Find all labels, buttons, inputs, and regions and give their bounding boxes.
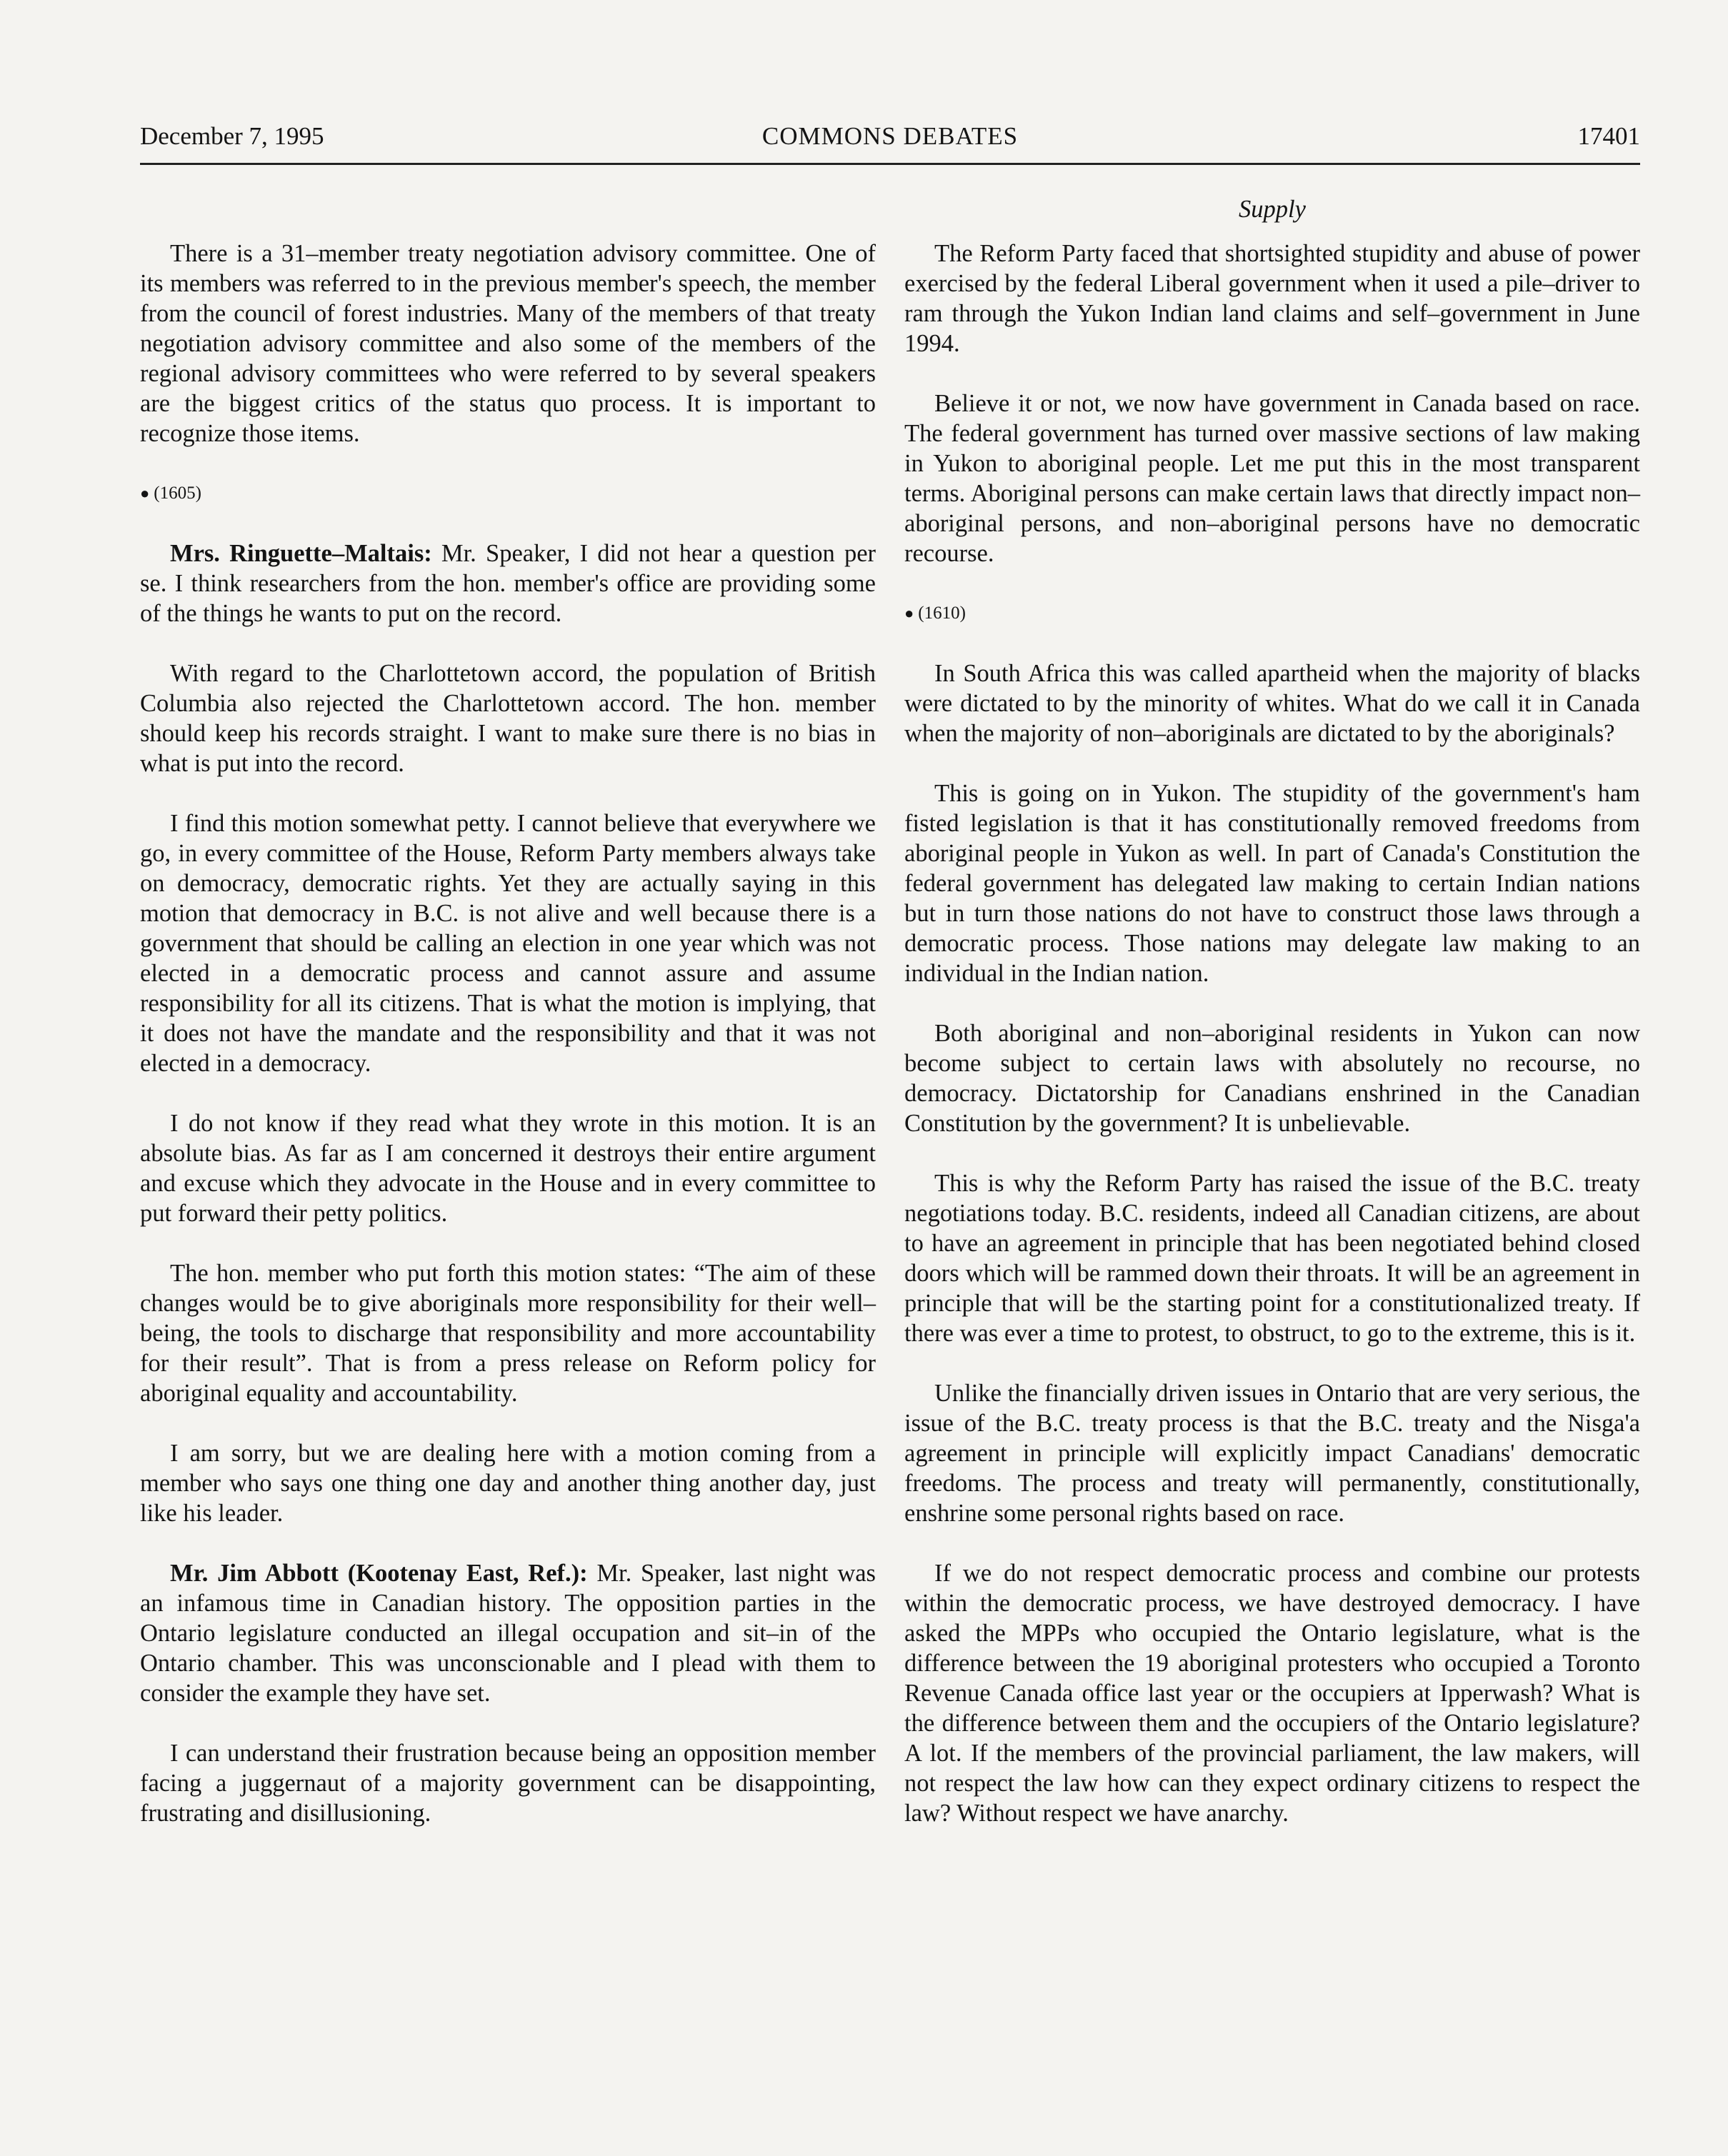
paragraph: I do not know if they read what they wrote in this motion. It is an absolute bias. As far as I am concerned it destroys their entire argument and excuse which they advocate in the House and in every committee to put forward their petty politics. xyxy=(140,1110,876,1227)
paragraph: This is going on in Yukon. The stupidity of the government's ham fisted legislation is that it has constitutionally removed freedoms from aboriginal people in Yukon as well. In part of Canada's Constitution the federal government has delegated law making to certain Indian nations but in turn those nations do not have to construct those laws through a democratic process. Those nations may delegate law making to an individual in the Indian nation. xyxy=(904,780,1640,987)
right-column xyxy=(904,194,1640,1858)
paragraph: I can understand their frustration because being an opposition member facing a juggernaut of a majority government can be disappointing, frustrating and disillusioning. xyxy=(140,1740,876,1827)
paragraph: I am sorry, but we are dealing here with a motion coming from a member who says one thing one day and another thing another day, just like his leader. xyxy=(140,1440,876,1527)
paragraph: The hon. member who put forth this motion states: “The aim of these changes would be to give aboriginals more responsibility for their well–being, the tools to discharge that responsibility and more accountability for their result”. That is from a press release on Reform policy for aboriginal equality and accountability. xyxy=(140,1260,876,1407)
paragraph-text: Mr. Speaker, I did not hear a question per se. I think researchers from the hon. member's office are providing some of the things he wants to put on the record. xyxy=(140,540,876,627)
header-date: December 7, 1995 xyxy=(140,122,324,150)
header-title: COMMONS DEBATES xyxy=(761,122,1019,150)
bullet-icon: ● xyxy=(140,484,150,502)
bullet-icon: ● xyxy=(904,604,914,622)
paragraph xyxy=(140,1558,876,1708)
time-stamp xyxy=(904,598,1640,628)
time-stamp xyxy=(140,478,876,508)
left-column xyxy=(140,239,876,1858)
paragraph-text: Mr. Speaker, last night was an infamous time in Canadian history. The opposition parties in the Ontario legislature conducted an illegal occupation and sit–in of the Ontario chamber. This was unconscionable and I plead with them to consider the example they have set. xyxy=(140,1560,876,1707)
paragraph: Unlike the financially driven issues in Ontario that are very serious, the issue of the B.C. treaty process is that the B.C. treaty and the Nisga'a agreement in principle will explicitly impact Canadians' democratic freedoms. The process and treaty will permanently, constitutionally, enshrine some personal rights based on race. xyxy=(904,1380,1640,1527)
paragraph: Believe it or not, we now have government in Canada based on race. The federal government has turned over massive sections of law making in Yukon to aboriginal people. Let me put this in the most transparent terms. Aboriginal persons can make certain laws that directly impact non–aboriginal persons, and non–aboriginal persons have no democratic recourse. xyxy=(904,390,1640,567)
page xyxy=(140,116,1640,2115)
time-stamp-text: (1610) xyxy=(918,603,966,623)
speaker-name: Mr. Jim Abbott (Kootenay East, Ref.): xyxy=(170,1560,588,1587)
paragraph: In South Africa this was called apartheid when the majority of blacks were dictated to by the minority of whites. What do we call it in Canada when the majority of non–aboriginals are dictated to by the aboriginals? xyxy=(904,660,1640,747)
paragraph: Both aboriginal and non–aboriginal residents in Yukon can now become subject to certain laws with absolutely no recourse, no democracy. Dictatorship for Canadians enshrined in the Canadian Constitution by the government? It is unbelievable. xyxy=(904,1020,1640,1137)
header-page-number: 17401 xyxy=(1577,122,1640,150)
paragraph: With regard to the Charlottetown accord, the population of British Columbia also rejected the Charlottetown accord. The hon. member should keep his records straight. I want to make sure there is no bias in what is put into the record. xyxy=(140,660,876,777)
paragraph: If we do not respect democratic process and combine our protests within the democratic process, we have destroyed democracy. I have asked the MPPs who occupied the Ontario legislature, what is the difference between the 19 aboriginal protesters who occupied a Toronto Revenue Canada office last year or the occupiers at Ipperwash? What is the difference between them and the occupiers of the Ontario legislature? A lot. If the members of the provincial parliament, the law makers, will not respect the law how can they expect ordinary citizens to respect the law? Without respect we have anarchy. xyxy=(904,1560,1640,1827)
section-title: Supply xyxy=(1239,196,1306,223)
time-stamp-text: (1605) xyxy=(154,483,201,503)
paragraph: The Reform Party faced that shortsighted stupidity and abuse of power exercised by the federal Liberal government when it used a pile–driver to ram through the Yukon Indian land claims and self–government in June 1994. xyxy=(904,240,1640,357)
speaker-name: Mrs. Ringuette–Maltais: xyxy=(170,540,432,567)
paragraph xyxy=(140,538,876,628)
running-header xyxy=(140,116,1640,157)
header-rule xyxy=(140,163,1640,165)
paragraph: There is a 31–member treaty negotiation advisory committee. One of its members was referred to in the previous member's speech, the member from the council of forest industries. Many of the members of that treaty negotiation advisory committee and also some of the members of the regional advisory committees who were referred to by several speakers are the biggest critics of the status quo process. It is important to recognize those items. xyxy=(140,240,876,447)
paragraph: This is why the Reform Party has raised the issue of the B.C. treaty negotiations today. B.C. residents, indeed all Canadian citizens, are about to have an agreement in principle that has been negotiated behind closed doors which will be rammed down their throats. It will be an agreement in principle that will be the starting point for a constitutionalized treaty. If there was ever a time to protest, to obstruct, to go to the extreme, this is it. xyxy=(904,1170,1640,1347)
paragraph: I find this motion somewhat petty. I cannot believe that everywhere we go, in every committee of the House, Reform Party members always take on democracy, democratic rights. Yet they are actually saying in this motion that democracy in B.C. is not alive and well because there is a government that should be calling an election in one year which was not elected in a democratic process and cannot assure and assume responsibility for all its citizens. That is what the motion is implying, that it does not have the mandate and the responsibility and that it was not elected in a democracy. xyxy=(140,810,876,1077)
